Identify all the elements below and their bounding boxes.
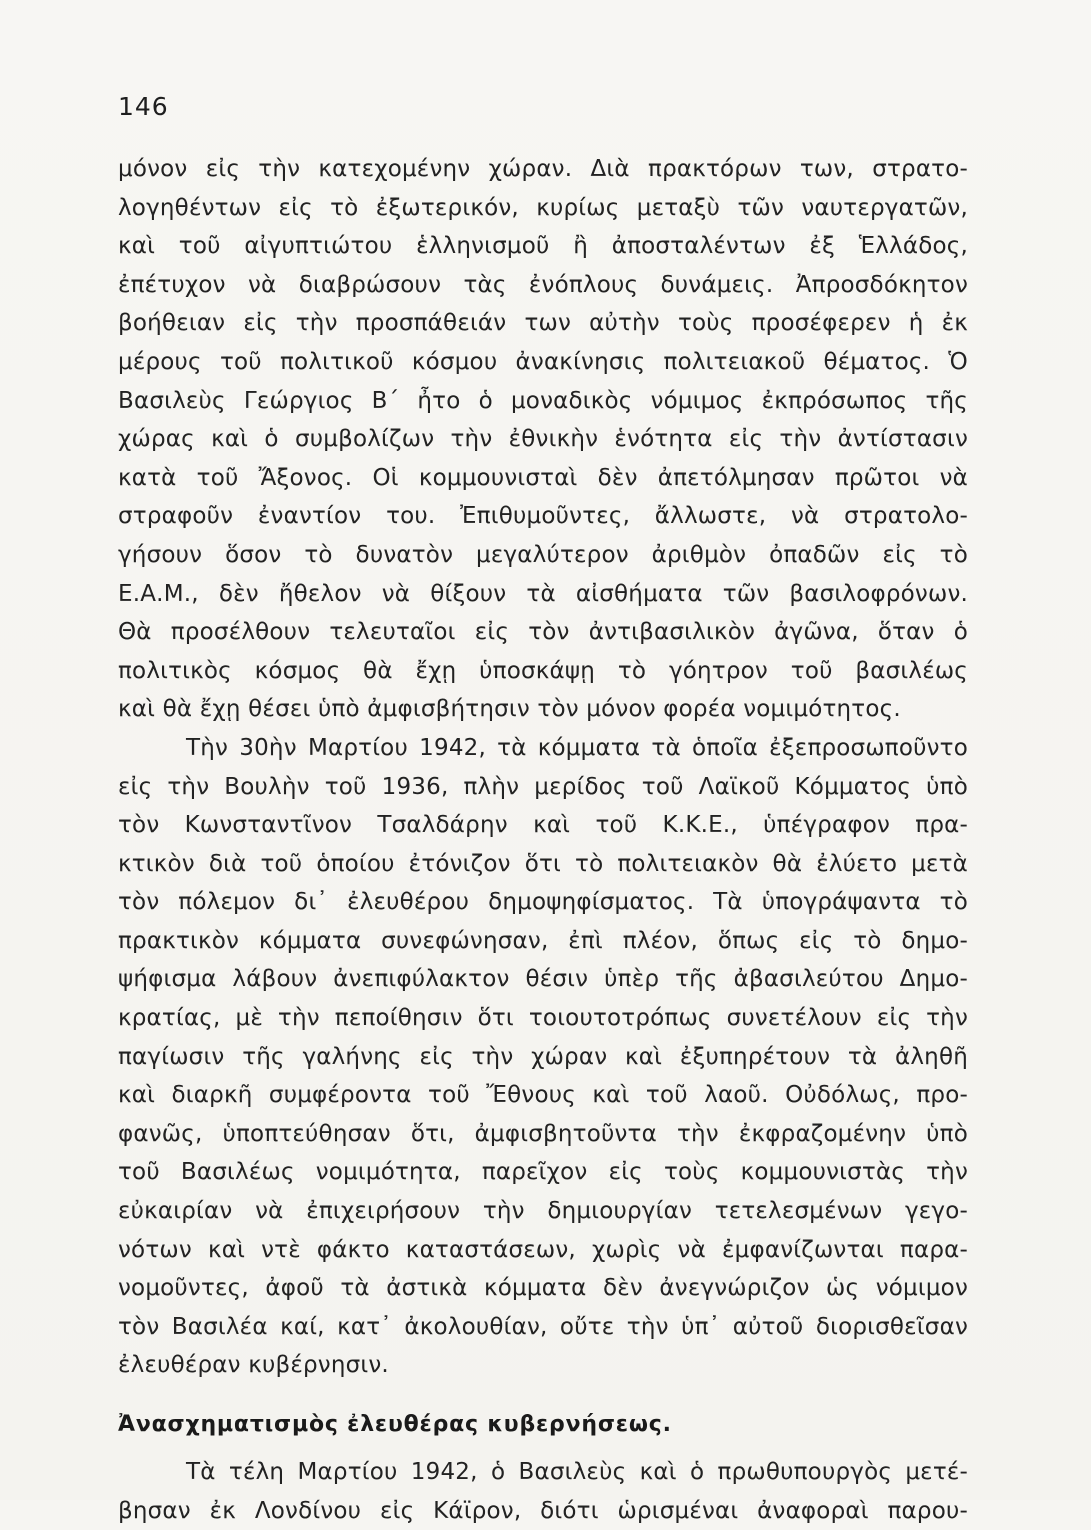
paragraph-1	[118, 150, 968, 729]
text-line: παγίωσιν τῆς γαλήνης εἰς τὴν χώραν καὶ ἐξυπηρέτουν τὰ ἀληθῆ	[118, 1043, 968, 1070]
text-line: λογηθέντων εἰς τὸ ἐξωτερικόν, κυρίως μεταξὺ τῶν ναυτεργατῶν,	[118, 194, 968, 221]
text-line: ἐλευθέραν κυβέρνησιν.	[118, 1352, 389, 1379]
text-line: κτικὸν διὰ τοῦ ὁποίου ἐτόνιζον ὅτι τὸ πολιτειακὸν θὰ ἐλύετο μετὰ	[118, 850, 968, 877]
text-line: πολιτικὸς κόσμος θὰ ἔχῃ ὑποσκάψῃ τὸ γόητρον τοῦ βασιλέως	[118, 657, 968, 684]
text-line: εὐκαιρίαν νὰ ἐπιχειρήσουν τὴν δημιουργίαν τετελεσμένων γεγο-	[118, 1198, 968, 1225]
text-line: τὸν πόλεμον δι᾽ ἐλευθέρου δημοψηφίσματος. Τὰ ὑπογράψαντα τὸ	[118, 889, 968, 916]
body-text	[118, 150, 968, 1530]
text-line: πρακτικὸν κόμματα συνεφώνησαν, ἐπὶ πλέον, ὅπως εἰς τὸ δημο-	[118, 927, 968, 954]
text-line: καὶ θὰ ἔχῃ θέσει ὑπὸ ἀμφισβήτησιν τὸν μόνον φορέα νομιμότητος.	[118, 696, 901, 723]
text-line: τοῦ Βασιλέως νομιμότητα, παρεῖχον εἰς τοὺς κομμουνιστὰς τὴν	[118, 1159, 968, 1186]
text-line: εἰς τὴν Βουλὴν τοῦ 1936, πλὴν μερίδος τοῦ Λαϊκοῦ Κόμματος ὑπὸ	[118, 773, 968, 800]
text-line: Βασιλεὺς Γεώργιος Β΄ ἦτο ὁ μοναδικὸς νόμιμος ἐκπρόσωπος τῆς	[118, 387, 968, 414]
text-line: φανῶς, ὑποπτεύθησαν ὅτι, ἀμφισβητοῦντα τὴν ἐκφραζομένην ὑπὸ	[118, 1120, 968, 1147]
text-line: μέρους τοῦ πολιτικοῦ κόσμου ἀνακίνησις πολιτειακοῦ θέματος. Ὁ	[118, 348, 968, 375]
text-line: νότων καὶ ντὲ φάκτο καταστάσεων, χωρὶς νὰ ἐμφανίζωνται παρα-	[118, 1236, 968, 1263]
text-line: τὸν Βασιλέα καί, κατ᾽ ἀκολουθίαν, οὔτε τὴν ὑπ᾽ αὐτοῦ διορισθεῖσαν	[118, 1313, 968, 1340]
paragraph-3	[118, 1453, 968, 1530]
text-line: βησαν ἐκ Λονδίνου εἰς Κάϊρον, διότι ὡρισμέναι ἀναφοραὶ παρου-	[118, 1497, 968, 1524]
text-line: χώρας καὶ ὁ συμβολίζων τὴν ἐθνικὴν ἑνότητα εἰς τὴν ἀντίστασιν	[118, 426, 968, 453]
text-line: μόνον εἰς τὴν κατεχομένην χώραν. Διὰ πρακτόρων των, στρατο-	[118, 156, 968, 182]
text-line: κατὰ τοῦ Ἄξονος. Οἱ κομμουνισταὶ δὲν ἀπετόλμησαν πρῶτοι νὰ	[118, 464, 968, 491]
text-line: Θὰ προσέλθουν τελευταῖοι εἰς τὸν ἀντιβασιλικὸν ἀγῶνα, ὅταν ὁ	[118, 619, 968, 646]
text-line: Ε.Α.Μ., δὲν ἤθελον νὰ θίξουν τὰ αἰσθήματα τῶν βασιλοφρόνων.	[118, 580, 968, 607]
text-line: βοήθειαν εἰς τὴν προσπάθειάν των αὐτὴν τοὺς προσέφερεν ἡ ἐκ	[118, 310, 968, 337]
text-line: καὶ τοῦ αἰγυπτιώτου ἑλληνισμοῦ ἢ ἀποσταλέντων ἐξ Ἑλλάδος,	[118, 233, 968, 260]
text-line: γήσουν ὅσον τὸ δυνατὸν μεγαλύτερον ἀριθμὸν ὀπαδῶν εἰς τὸ	[118, 541, 968, 568]
section-heading: Ἀνασχηματισμὸς ἐλευθέρας κυβερνήσεως.	[118, 1412, 672, 1437]
page-number: 146	[118, 92, 169, 121]
text-line: Τὰ τέλη Μαρτίου 1942, ὁ Βασιλεὺς καὶ ὁ πρωθυπουργὸς μετέ-	[186, 1459, 968, 1485]
text-line: ἐπέτυχον νὰ διαβρώσουν τὰς ἐνόπλους δυνάμεις. Ἀπροσδόκητον	[118, 271, 968, 298]
text-line: κρατίας, μὲ τὴν πεποίθησιν ὅτι τοιουτοτρόπως συνετέλουν εἰς τὴν	[118, 1005, 968, 1032]
text-line: καὶ διαρκῆ συμφέροντα τοῦ Ἔθνους καὶ τοῦ λαοῦ. Οὐδόλως, προ-	[118, 1082, 968, 1109]
text-line: ψήφισμα λάβουν ἀνεπιφύλακτον θέσιν ὑπὲρ τῆς ἀβασιλεύτου Δημο-	[118, 966, 968, 993]
paragraph-2	[118, 729, 968, 1385]
text-line: στραφοῦν ἐναντίον του. Ἐπιθυμοῦντες, ἄλλωστε, νὰ στρατολο-	[118, 503, 968, 530]
text-line: Τὴν 30ὴν Μαρτίου 1942, τὰ κόμματα τὰ ὁποῖα ἐξεπροσωποῦντο	[186, 734, 968, 761]
text-line: νομοῦντες, ἀφοῦ τὰ ἀστικὰ κόμματα δὲν ἀνεγνώριζον ὡς νόμιμον	[118, 1275, 968, 1302]
text-line: τὸν Κωνσταντῖνον Τσαλδάρην καὶ τοῦ Κ.Κ.Ε., ὑπέγραφον πρα-	[118, 812, 968, 839]
